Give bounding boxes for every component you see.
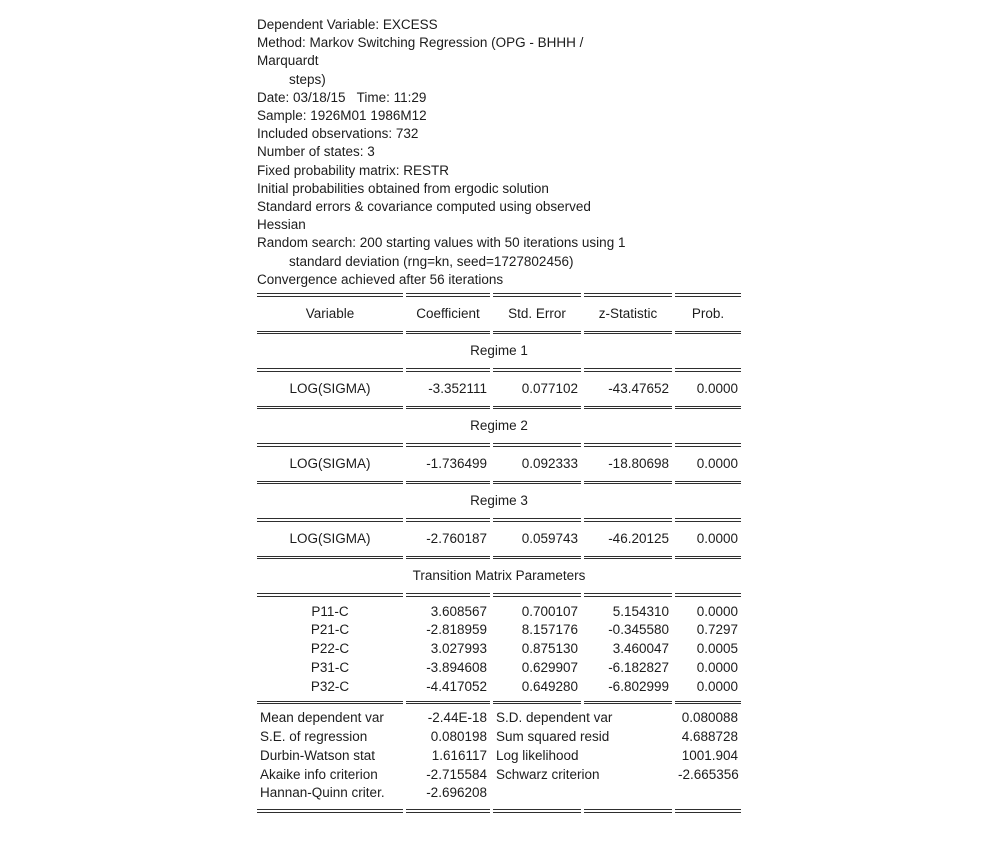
z-statistic-cell: -46.20125	[608, 530, 669, 546]
header-line-random-search: Random search: 200 starting values with 50 iterations using 1	[257, 235, 626, 251]
prob-cell: 0.0000	[696, 380, 738, 396]
summary-value	[675, 784, 741, 809]
prob-cell: 0.0000	[696, 659, 738, 675]
column-header-variable: Variable	[305, 305, 355, 321]
z-statistic-cell: -6.182827	[608, 659, 669, 675]
summary-row	[257, 746, 741, 765]
header-line-date-time: Date: 03/18/15 Time: 11:29	[257, 89, 427, 105]
prob-cell: 0.0000	[696, 455, 738, 471]
coefficient-cell: -2.818959	[426, 622, 487, 638]
rule-segment	[493, 809, 581, 813]
variable-cell: LOG(SIGMA)	[289, 380, 371, 396]
variable-cell: P32-C	[310, 678, 350, 694]
coefficient-cell: -3.352111	[428, 380, 487, 396]
column-header-coefficient: Coefficient	[416, 305, 480, 321]
header-line-number-of-states: Number of states: 3	[257, 144, 375, 160]
column-header-prob: Prob.	[691, 305, 725, 321]
summary-label: Akaike info criterion	[260, 766, 378, 782]
rule-segment	[257, 809, 403, 813]
table-row-p11-c	[257, 597, 741, 621]
summary-row	[257, 765, 741, 784]
coefficient-cell: 3.027993	[430, 641, 487, 657]
estimation-table	[254, 293, 744, 813]
std-error-cell: 0.700107	[521, 603, 578, 619]
prob-cell: 0.0000	[696, 603, 738, 619]
z-statistic-cell: -18.80698	[608, 455, 669, 471]
z-statistic-cell: 3.460047	[612, 641, 669, 657]
column-header-z-statistic: z-Statistic	[598, 305, 658, 321]
table-row-regime-1	[257, 372, 741, 406]
coefficient-cell: -3.894608	[426, 659, 487, 675]
summary-label: Mean dependent var	[260, 710, 384, 726]
summary-row	[257, 704, 741, 727]
std-error-cell: 0.649280	[521, 678, 578, 694]
summary-row	[257, 728, 741, 747]
summary-label: Durbin-Watson stat	[260, 747, 376, 763]
summary-label	[493, 784, 672, 809]
std-error-cell: 0.059743	[521, 530, 578, 546]
header-line-included-observations: Included observations: 732	[257, 126, 419, 142]
section-title-regime-1: Regime 1	[470, 343, 528, 359]
prob-cell: 0.7297	[696, 622, 738, 638]
variable-cell: P11-C	[311, 603, 349, 619]
summary-value: -2.665356	[678, 766, 739, 782]
variable-cell: P22-C	[310, 641, 350, 657]
z-statistic-cell: -43.47652	[608, 380, 669, 396]
prob-cell: 0.0000	[696, 530, 738, 546]
table-row-p22-c	[257, 640, 741, 659]
header-line-method-wrap2: steps)	[289, 71, 326, 87]
double-rule	[257, 809, 741, 813]
summary-value: 1001.904	[681, 747, 738, 763]
coefficient-cell: 3.608567	[430, 603, 487, 619]
summary-label: S.D. dependent var	[496, 710, 613, 726]
rule-segment	[675, 809, 741, 813]
header-line-method-wrap: Marquardt	[257, 53, 319, 69]
summary-value: -2.44E-18	[427, 710, 487, 726]
summary-row	[257, 784, 741, 809]
header-line-standard-errors: Standard errors & covariance computed using observed	[257, 199, 591, 215]
std-error-cell: 0.077102	[521, 380, 578, 396]
header-line-dependent-variable: Dependent Variable: EXCESS	[257, 17, 438, 32]
summary-label: Schwarz criterion	[496, 766, 600, 782]
summary-label: Hannan-Quinn criter.	[260, 785, 385, 801]
z-statistic-cell: -6.802999	[608, 678, 669, 694]
rule-segment	[584, 809, 672, 813]
coefficient-cell: -4.417052	[426, 678, 487, 694]
prob-cell: 0.0005	[696, 641, 738, 657]
summary-value: -2.715584	[426, 766, 487, 782]
header-line-standard-errors-wrap: Hessian	[257, 217, 306, 233]
summary-value: 1.616117	[431, 747, 487, 763]
variable-cell: LOG(SIGMA)	[289, 455, 371, 471]
summary-label: S.E. of regression	[260, 728, 368, 744]
table-row-p21-c	[257, 621, 741, 640]
estimation-output	[257, 16, 743, 813]
rule-segment	[406, 809, 490, 813]
header-line-method: Method: Markov Switching Regression (OPG - BHHH /	[257, 35, 584, 51]
summary-label: Sum squared resid	[496, 728, 610, 744]
header-line-initial-probabilities: Initial probabilities obtained from ergodic solution	[257, 180, 549, 196]
variable-cell: LOG(SIGMA)	[289, 530, 371, 546]
header-line-fixed-probability-matrix: Fixed probability matrix: RESTR	[257, 162, 450, 178]
section-title-regime-3: Regime 3	[470, 493, 528, 509]
section-title-regime-2: Regime 2	[470, 418, 528, 434]
std-error-cell: 0.629907	[521, 659, 578, 675]
std-error-cell: 0.092333	[521, 455, 578, 471]
summary-value: -2.696208	[426, 785, 487, 801]
section-title-transition-matrix: Transition Matrix Parameters	[412, 568, 586, 584]
section-title-row-transition-matrix	[257, 559, 741, 593]
table-row-regime-3	[257, 522, 741, 556]
header-line-random-search-wrap: standard deviation (rng=kn, seed=1727802456)	[289, 253, 574, 269]
z-statistic-cell: -0.345580	[608, 622, 669, 638]
variable-cell: P21-C	[310, 622, 350, 638]
std-error-cell: 0.875130	[521, 641, 578, 657]
output-header	[257, 16, 743, 289]
header-line-sample: Sample: 1926M01 1986M12	[257, 108, 427, 124]
table-row-p32-c	[257, 677, 741, 700]
section-title-row-regime-1	[257, 334, 741, 368]
coefficient-cell: -2.760187	[426, 530, 487, 546]
table-row-p31-c	[257, 659, 741, 678]
table-row-regime-2	[257, 447, 741, 481]
header-line-convergence: Convergence achieved after 56 iterations	[257, 271, 504, 287]
column-header-std-error: Std. Error	[508, 305, 566, 321]
coefficient-cell: -1.736499	[426, 455, 487, 471]
section-title-row-regime-2	[257, 409, 741, 443]
column-header-row	[257, 297, 741, 331]
prob-cell: 0.0000	[696, 678, 738, 694]
summary-value: 0.080088	[681, 710, 738, 726]
section-title-row-regime-3	[257, 484, 741, 518]
summary-label: Log likelihood	[496, 747, 579, 763]
std-error-cell: 8.157176	[521, 622, 578, 638]
z-statistic-cell: 5.154310	[612, 603, 669, 619]
summary-value: 0.080198	[430, 728, 487, 744]
summary-value: 4.688728	[681, 728, 738, 744]
variable-cell: P31-C	[310, 659, 350, 675]
